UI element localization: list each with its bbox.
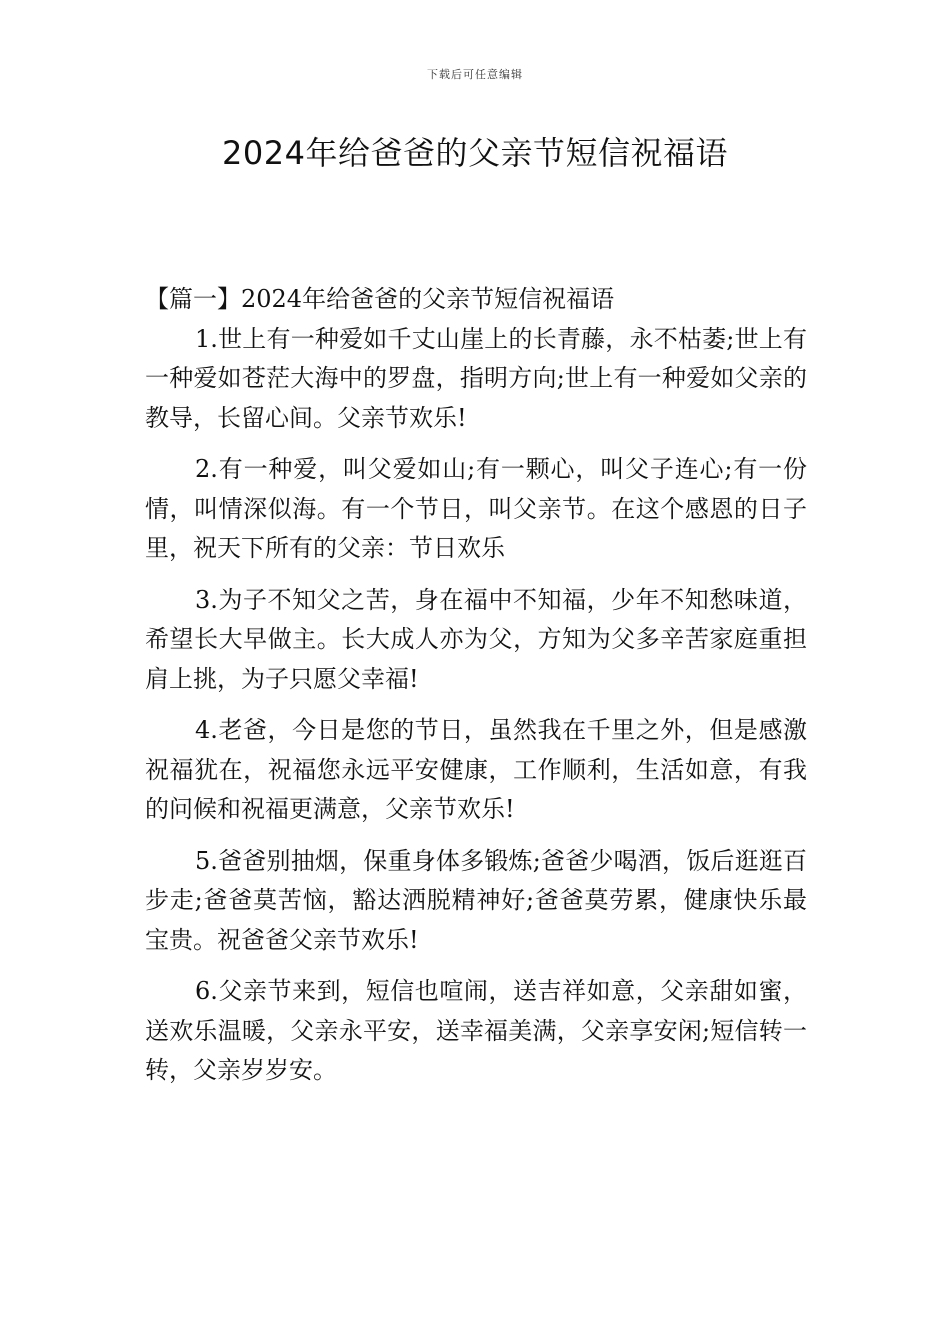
paragraph-4: 4.老爸，今日是您的节日，虽然我在千里之外，但是感激祝福犹在，祝福您永远平安健康，工作顺利，生活如意，有我的问候和祝福更满意，父亲节欢乐! (145, 716, 807, 823)
paragraph-3: 3.为子不知父之苦，身在福中不知福，少年不知愁味道，希望长大早做主。长大成人亦为父，方知为父多辛苦家庭重担肩上挑，为子只愿父幸福! (145, 585, 807, 693)
document-body (145, 280, 807, 1091)
paragraph-2: 2.有一种爱，叫父爱如山;有一颗心，叫父子连心;有一份情，叫情深似海。有一个节日，叫父亲节。在这个感恩的日子里，祝天下所有的父亲：节日欢乐 (145, 455, 807, 562)
header-note: 下载后可任意编辑 (427, 68, 523, 81)
paragraph-1: 1.世上有一种爱如千丈山崖上的长青藤，永不枯萎;世上有一种爱如苍茫大海中的罗盘，指明方向;世上有一种爱如父亲的教导，长留心间。父亲节欢乐! (145, 324, 807, 432)
paragraph-5: 5.爸爸别抽烟，保重身体多锻炼;爸爸少喝酒，饭后逛逛百步走;爸爸莫苦恼，豁达洒脱精神好;爸爸莫劳累，健康快乐最宝贵。祝爸爸父亲节欢乐! (145, 846, 807, 954)
paragraph-6: 6.父亲节来到，短信也喧闹，送吉祥如意，父亲甜如蜜，送欢乐温暖，父亲永平安，送幸福美满，父亲享安闲;短信转一转，父亲岁岁安。 (145, 977, 807, 1084)
document-title: 2024年给爸爸的父亲节短信祝福语 (222, 134, 728, 172)
section-heading: 【篇一】2024年给爸爸的父亲节短信祝福语 (145, 285, 615, 313)
